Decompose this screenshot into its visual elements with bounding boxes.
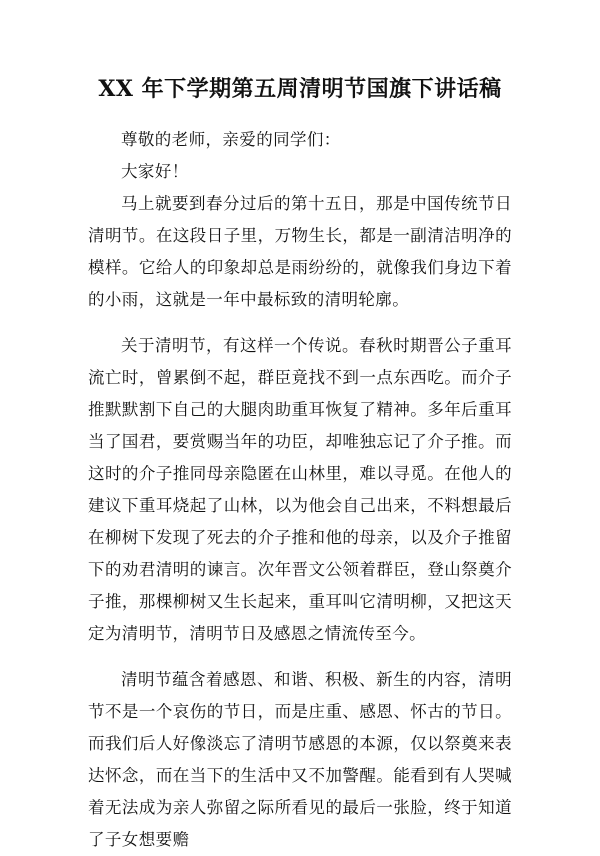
body-paragraph-intro: 马上就要到春分过后的第十五日，那是中国传统节日清明节。在这段日子里，万物生长，都是一副清洁明净的模样。它给人的印象却总是雨纷纷的，就像我们身边下着的小雨，这就是一年中最标致的清明轮廓。 <box>88 194 512 309</box>
document-title: XX 年下学期第五周清明节国旗下讲话稿 <box>98 76 502 102</box>
body-paragraph-legend: 关于清明节，有这样一个传说。春秋时期晋公子重耳流亡时，曾累倒不起，群臣竟找不到一点东西吃。而介子推默默割下自己的大腿肉助重耳恢复了精神。多年后重耳当了国君，要赏赐当年的功臣，却唯独忘记了介子推。而这时的介子推同母亲隐匿在山林里，难以寻觅。在他人的建议下重耳烧起了山林，以为他会自己出来，不料想最后在柳树下发现了死去的介子推和他的母亲，以及介子推留下的劝君清明的谏言。次年晋文公领着群臣，登山祭奠介子推，那棵柳树又生长起来，重耳叫它清明柳，又把这天定为清明节，清明节日及感恩之情流传至今。 <box>88 336 512 643</box>
greeting-paragraph: 大家好！ <box>121 162 189 181</box>
salutation-paragraph: 尊敬的老师，亲爱的同学们： <box>121 130 341 149</box>
body-paragraph-meaning: 清明节蕴含着感恩、和谐、积极、新生的内容，清明节不是一个哀伤的节日，而是庄重、感恩、怀古的节日。而我们后人好像淡忘了清明节感恩的本源，仅以祭奠来表达怀念，而在当下的生活中又不加警醒。能看到有人哭喊着无法成为亲人弥留之际所看见的最后一张脸，终于知道了子女想要赡 <box>88 670 512 849</box>
